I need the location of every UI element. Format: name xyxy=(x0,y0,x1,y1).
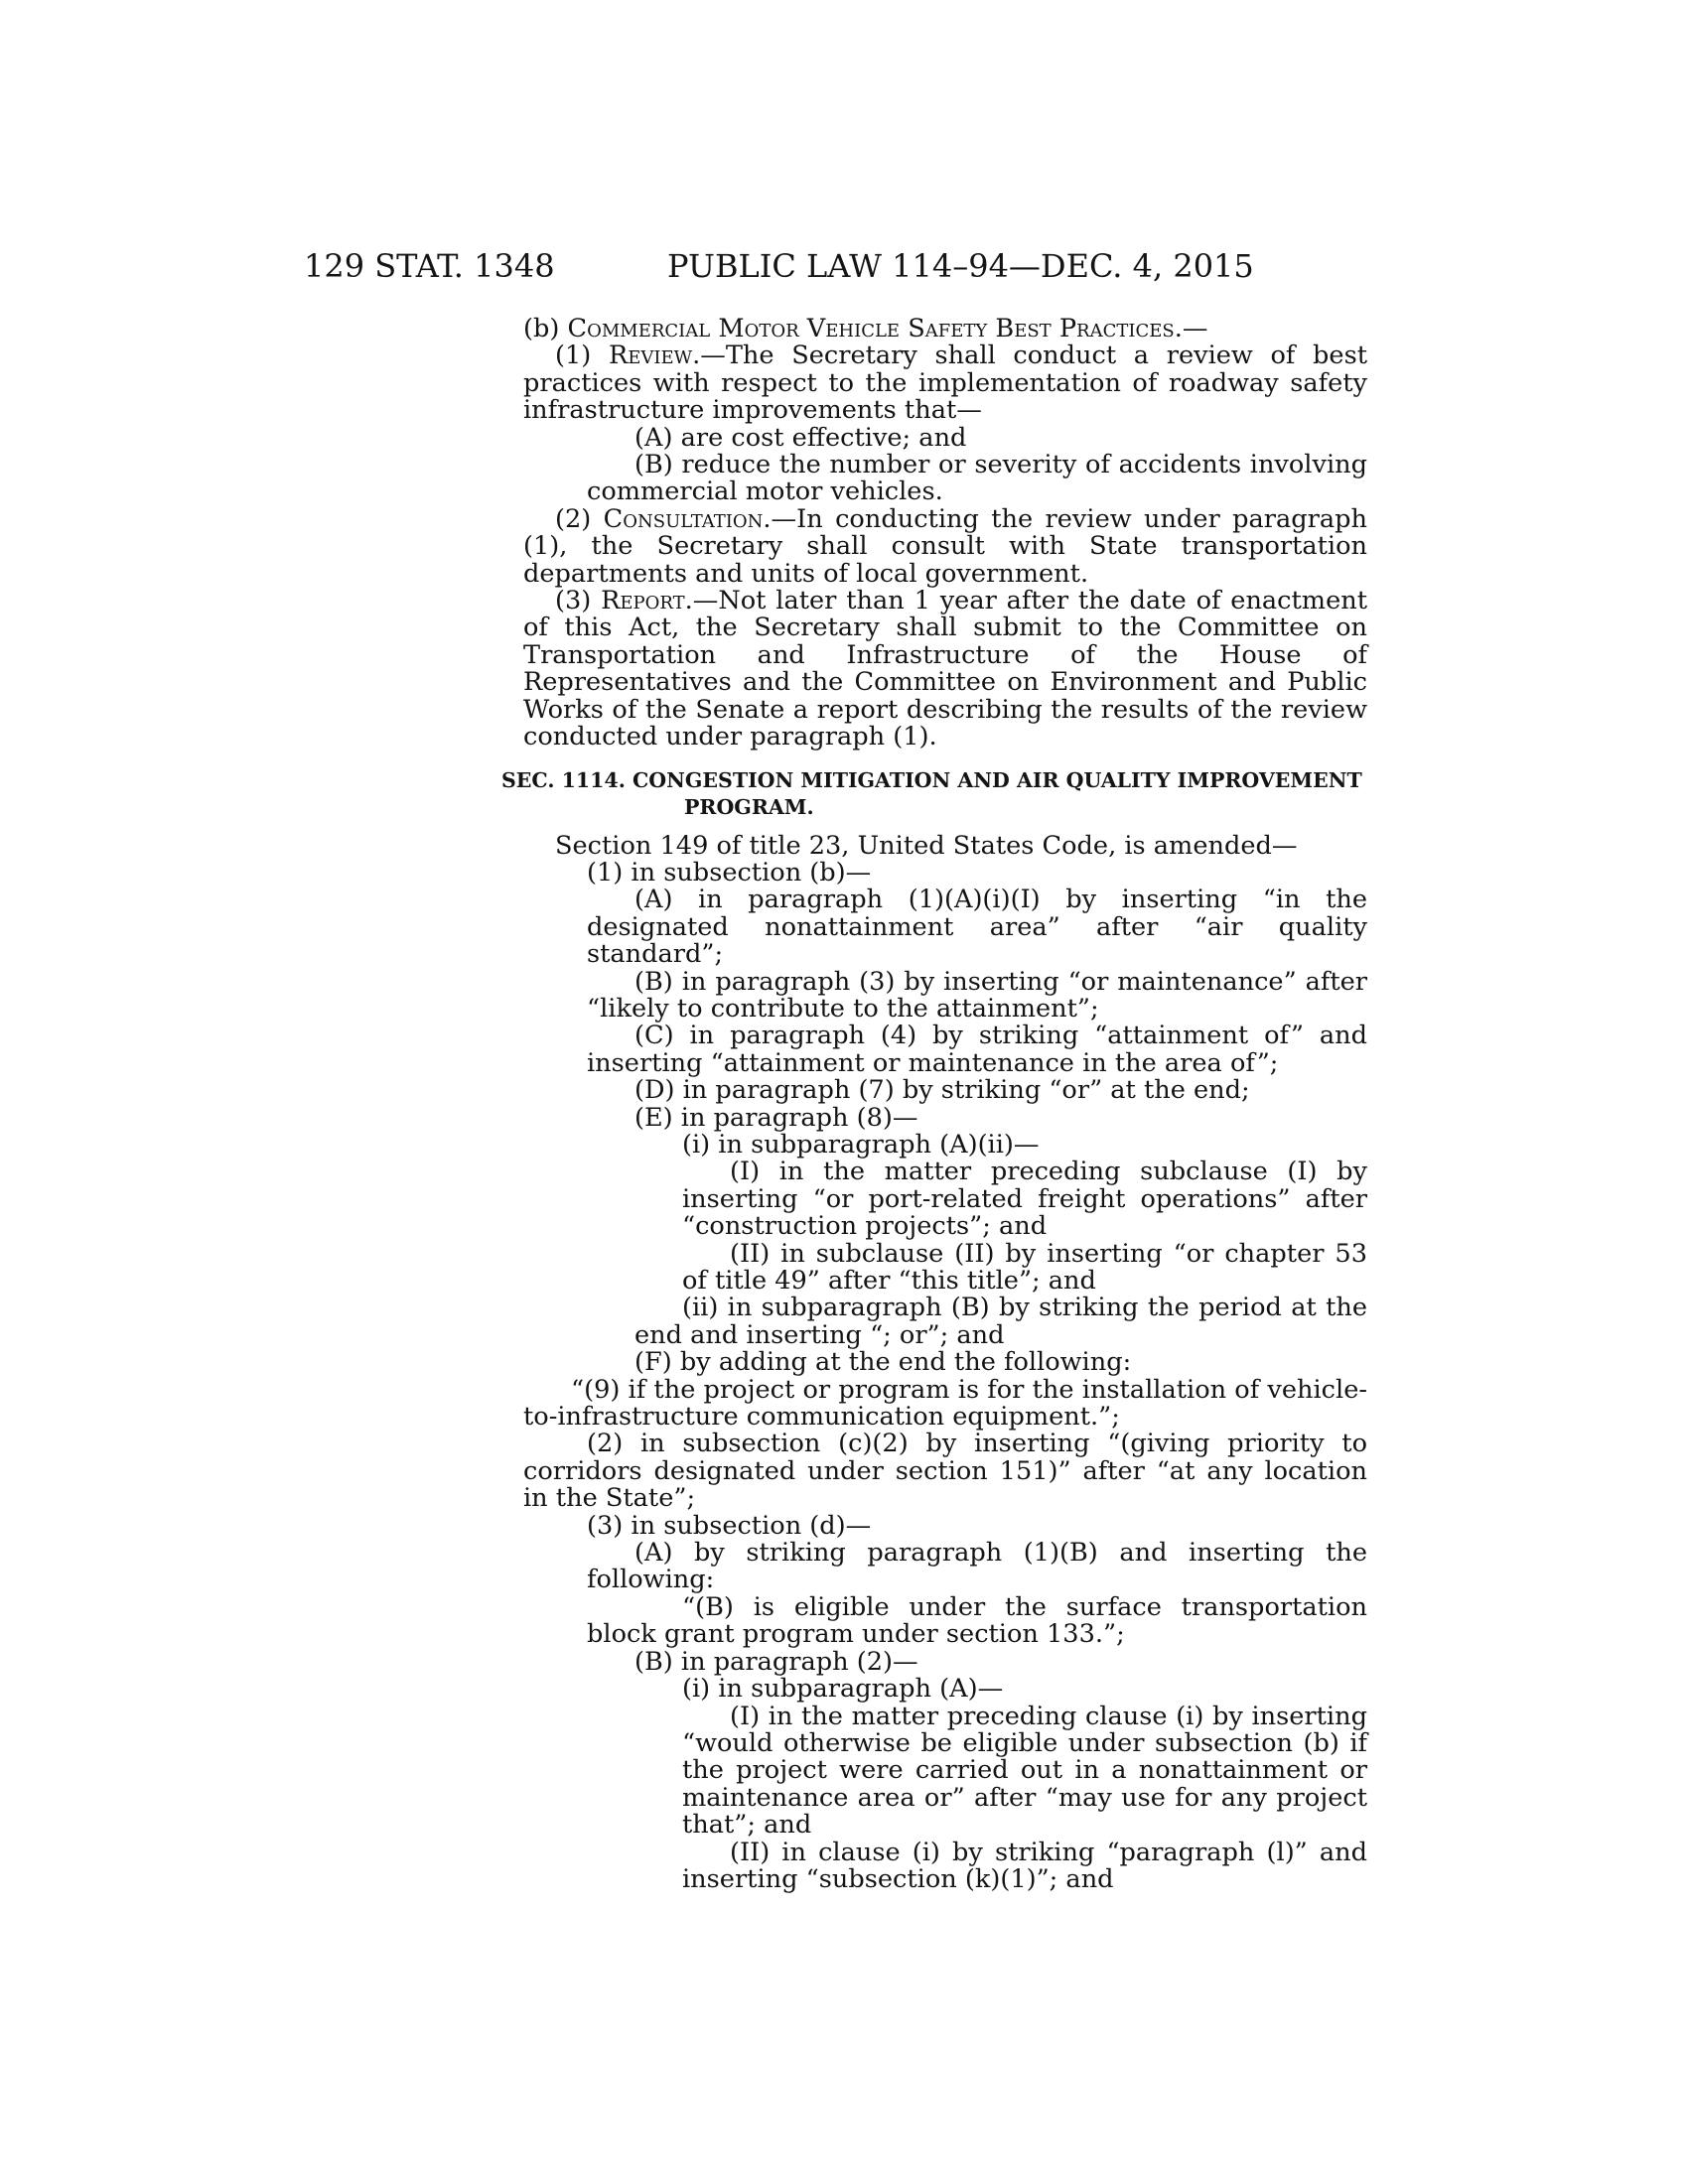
subsection-b-title: Commercial Motor Vehicle Safety Best Practices.— xyxy=(567,314,1208,343)
amendment-3-b: (B) in paragraph (2)— xyxy=(634,1646,918,1677)
amendment-1-f: (F) by adding at the end the following: xyxy=(634,1347,1132,1378)
amendment-1-a: (A) in paragraph (1)(A)(i)(I) by inserting “in the designated nonattainment area” after “air quality standard”; xyxy=(587,885,1367,970)
subsection-b-heading: (b) Commercial Motor Vehicle Safety Best Practices.— xyxy=(523,314,1208,343)
public-law-citation: PUBLIC LAW 114–94—DEC. 4, 2015 xyxy=(667,247,1254,285)
amendment-1-d: (D) in paragraph (7) by striking “or” at the end; xyxy=(634,1075,1250,1106)
amendment-1-e: (E) in paragraph (8)— xyxy=(634,1102,918,1133)
review-item-a: (A) are cost effective; and xyxy=(634,422,967,453)
consultation-heading: Consultation.— xyxy=(603,503,797,534)
amendment-1-c: (C) in paragraph (4) by striking “attainment of” and inserting “attainment or maintenance in the area of”; xyxy=(587,1021,1367,1078)
section-1114-heading: SEC. 1114. CONGESTION MITIGATION AND AIR QUALITY IMPROVEMENT PROGRAM. xyxy=(501,767,1362,819)
amendment-2: (2) in subsection (c)(2) by inserting “(giving priority to corridors designated under section 151)” after “at any location in the State”; xyxy=(523,1429,1367,1514)
amendment-1-e-i-II: (II) in subclause (II) by inserting “or chapter 53 of title 49” after “this title”; and xyxy=(682,1238,1367,1296)
review-heading: Review.— xyxy=(608,341,726,371)
page-header xyxy=(304,246,1368,286)
inserted-paragraph-9: “(9) if the project or program is for the installation of vehicle-to-infrastructure communication equipment.”; xyxy=(523,1374,1367,1433)
amendment-3-b-i-I: (I) in the matter preceding clause (i) by inserting “would otherwise be eligible under subsection (b) if the project were carried out in a nonattainment or maintenance area or” after “may use for any project that”; and xyxy=(682,1701,1367,1841)
statute-body xyxy=(501,314,1368,1894)
paragraph-consultation: (2) Consultation.—In conducting the review under paragraph (1), the Secretary shall consult with State transportation departments and units of local government. xyxy=(523,503,1368,589)
amendment-1: (1) in subsection (b)— xyxy=(587,857,872,887)
amendment-1-b: (B) in paragraph (3) by inserting “or maintenance” after “likely to contribute to the attainment”; xyxy=(587,966,1367,1024)
amendment-3-b-i: (i) in subparagraph (A)— xyxy=(682,1674,1004,1705)
report-heading: Report.— xyxy=(601,586,719,616)
amendment-1-e-ii: (ii) in subparagraph (B) by striking the period at the end and inserting “; or”; and xyxy=(634,1293,1367,1350)
statute-page-number: 129 STAT. 1348 xyxy=(304,247,555,285)
amendment-3: (3) in subsection (d)— xyxy=(587,1510,872,1541)
amendment-3-a: (A) by striking paragraph (1)(B) and inserting the following: xyxy=(587,1538,1367,1595)
review-item-b: (B) reduce the number or severity of accidents involving commercial motor vehicles. xyxy=(587,450,1367,507)
amendment-3-b-i-II: (II) in clause (i) by striking “paragraph (l)” and inserting “subsection (k)(1)”; and xyxy=(682,1837,1367,1894)
paragraph-report: (3) Report.—Not later than 1 year after the date of enactment of this Act, the Secretary shall submit to the Committee on Transportation and Infrastructure of the House of Representatives and the Committee on Environment and Public Works of the Senate a report describing the results of the review conducted under paragraph (1). xyxy=(523,586,1367,752)
section-1114-intro: Section 149 of title 23, United States Code, is amended— xyxy=(555,830,1298,861)
amendment-1-e-i: (i) in subparagraph (A)(ii)— xyxy=(682,1129,1040,1160)
inserted-subparagraph-b: “(B) is eligible under the surface transportation block grant program under section 133.”; xyxy=(587,1591,1367,1650)
paragraph-review: (1) Review.—The Secretary shall conduct a review of best practices with respect to the implementation of roadway safety infrastructure improvements that— xyxy=(523,341,1367,426)
amendment-1-e-i-I: (I) in the matter preceding subclause (I) by inserting “or port-related freight operations” after “construction projects”; and xyxy=(682,1157,1367,1242)
